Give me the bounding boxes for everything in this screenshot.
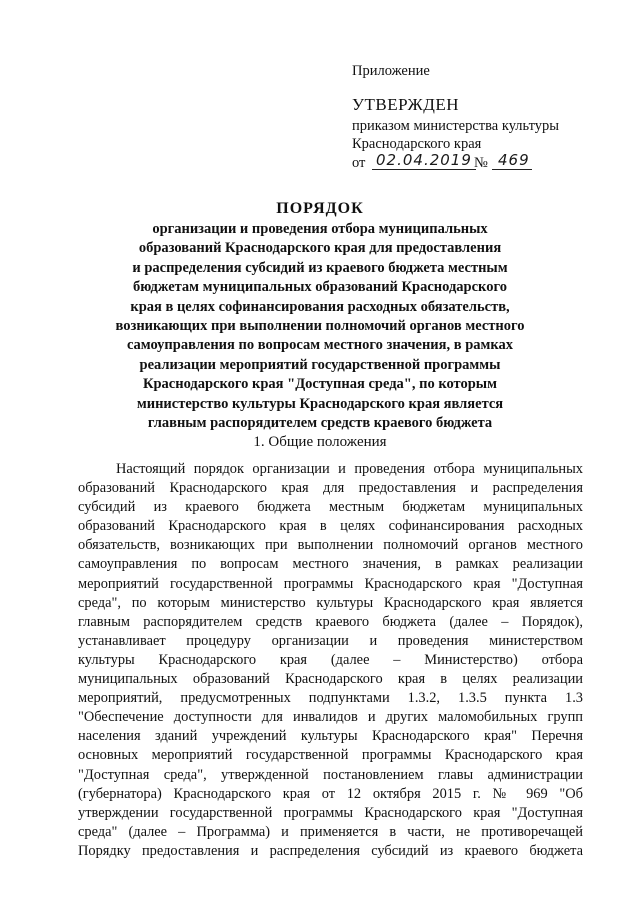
body-line: образований Краснодарского края в целях софинансирования расходных <box>78 518 583 535</box>
body-line: мероприятий государственной программы Краснодарского края "Доступная <box>78 575 583 592</box>
body-line: населения зданий учреждений культуры Краснодарского края" Перечня <box>78 728 583 745</box>
body-line: культуры Краснодарского края (далее – Министерство) отбора <box>78 651 583 668</box>
approval-block <box>352 62 622 173</box>
appendix-label: Приложение <box>352 63 430 79</box>
order-line-1: приказом министерства культуры <box>352 118 559 134</box>
order-line-2: Краснодарского края <box>352 136 482 152</box>
subtitle-line: главным распорядителем средств краевого бюджета <box>147 415 493 432</box>
body-line: среда", по которым министерство культуры Краснодарского края является <box>78 594 583 611</box>
body-line: устанавливает процедуру организации и проведения министерством <box>78 632 583 649</box>
subtitle-line: края в целях софинансирования расходных обязательств, <box>130 298 510 315</box>
body-line: самоуправления по вопросам местного значения, в рамках реализации <box>78 556 583 573</box>
body-line: образований Краснодарского края для предоставления и распределения <box>78 480 583 497</box>
body-line: Настоящий порядок организации и проведения отбора муниципальных <box>116 461 583 477</box>
body-line: утверждении государственной программы Краснодарского края "Доступная <box>78 804 583 821</box>
subtitle-line: самоуправления по вопросам местного значения, в рамках <box>126 337 514 354</box>
handwritten-date: 02.04.2019 <box>376 151 472 169</box>
subtitle-line: министерство культуры Краснодарского края является <box>136 395 504 412</box>
body-line: основных мероприятий государственной программы Краснодарского края <box>78 747 583 764</box>
section-heading: 1. Общие положения <box>253 434 387 450</box>
body-line: обязательств, возникающих при выполнении полномочий органов местного <box>78 537 583 554</box>
subtitle-line: бюджетам муниципальных образований Краснодарского <box>133 279 507 296</box>
subtitle-line: образований Краснодарского края для предоставления <box>138 240 502 257</box>
subtitle-line: Краснодарского края "Доступная среда", по которым <box>142 376 498 393</box>
subtitle-line: и распределения субсидий из краевого бюджета местным <box>132 259 508 276</box>
date-line <box>352 153 622 173</box>
subtitle-line: возникающих при выполнении полномочий органов местного <box>115 318 525 335</box>
document-subtitle <box>90 220 550 433</box>
subtitle-line: организации и проведения отбора муниципальных <box>152 221 488 237</box>
body-paragraph <box>78 460 583 861</box>
body-line: главным распорядителем средств краевого бюджета (далее – Порядок), <box>78 613 583 630</box>
date-prefix: от <box>352 155 366 171</box>
number-sign: № <box>474 155 488 171</box>
body-line: мероприятий, предусмотренных подпунктами 1.3.2, 1.3.5 пункта 1.3 <box>78 690 583 707</box>
body-line: (губернатора) Краснодарского края от 12 октября 2015 г. № 969 "Об <box>78 785 583 802</box>
approved-heading: УТВЕРЖДЕН <box>352 95 459 114</box>
body-line: среда" (далее – Программа) и применяется в части, не противоречащей <box>78 823 583 840</box>
body-line: Порядку предоставления и распределения субсидий из краевого бюджета <box>78 842 583 859</box>
handwritten-number: 469 <box>498 151 530 169</box>
body-line: "Обеспечение доступности для инвалидов и других маломобильных групп <box>78 709 583 726</box>
body-line: субсидий из краевого бюджета местным бюджетам муниципальных <box>78 499 583 516</box>
document-title: ПОРЯДОК <box>276 200 364 217</box>
subtitle-line: реализации мероприятий государственной программы <box>139 356 501 373</box>
body-line: "Доступная среда", утвержденной постановлением главы администрации <box>78 766 583 783</box>
body-line: муниципальных образований Краснодарского края в целях реализации <box>78 671 583 688</box>
